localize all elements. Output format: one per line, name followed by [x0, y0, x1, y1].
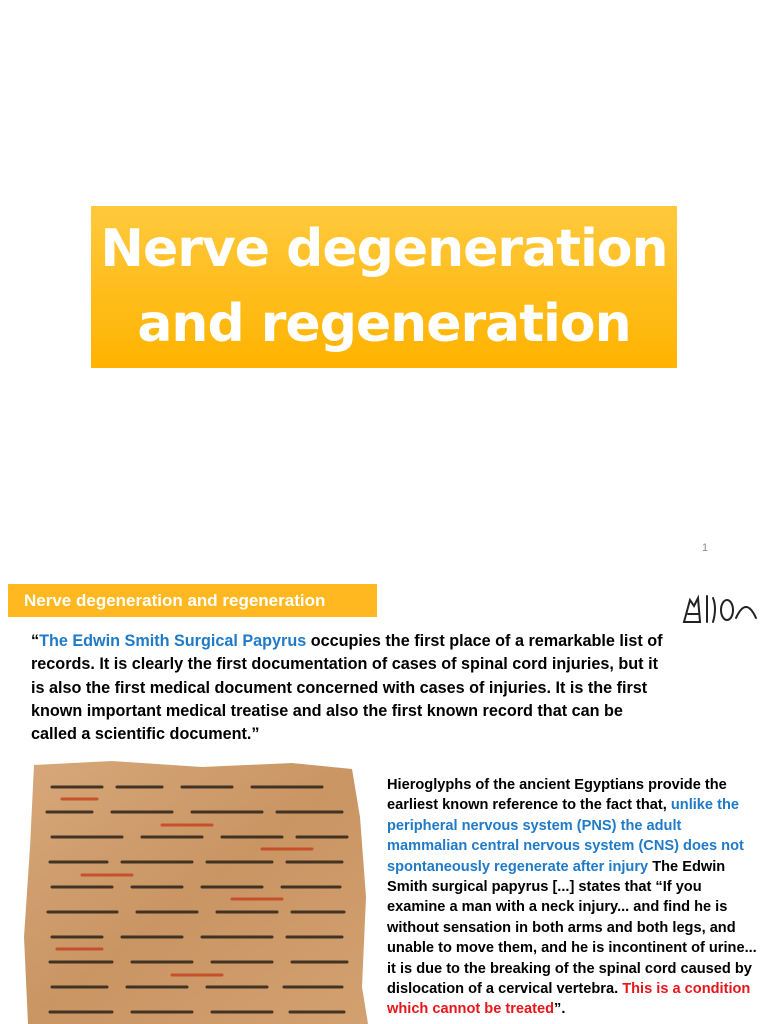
quote-text: occupies the first place of a remarkable list of records. It is clearly the first documentation of cases of spinal cord injuries, but it is also the first medical document concerned with cases of injuries. It is the first known important medical treatise and also the first known record that can be called a scientific document.” — [31, 632, 663, 744]
side-close: ”. — [554, 1001, 566, 1018]
papyrus-quote — [31, 630, 671, 746]
title-box — [91, 206, 677, 368]
page-number: 1 — [702, 542, 709, 554]
side-middle: The Edwin Smith surgical papyrus [...] states that “If you examine a man with a neck injury... and find he is without sensation in both arms and both legs, and unable to move them, and he is incontinent of urine... it is due to the breaking of the spinal cord caused by dislocation of a cervical vertebra. — [387, 858, 757, 998]
side-intro: Hieroglyphs of the ancient Egyptians provide the earliest known reference to the fact that, — [387, 777, 727, 814]
hieroglyph-description — [387, 775, 757, 1020]
slide-title: Nerve degeneration and regeneration — [100, 219, 668, 354]
papyrus-image — [22, 757, 372, 1024]
hieroglyph-icon — [680, 588, 758, 628]
slide-header: Nerve degeneration and regeneration — [8, 584, 377, 617]
slide-2 — [0, 574, 768, 1024]
side-warning: This is a condition which cannot be treated — [387, 981, 751, 1018]
papyrus-name: The Edwin Smith Surgical Papyrus — [39, 632, 307, 650]
side-highlight: unlike the peripheral nervous system (PNS) the adult mammalian central nervous system (CNS) does not spontaneously regenerate after injury — [387, 797, 744, 875]
quote-open: “ — [31, 632, 40, 650]
